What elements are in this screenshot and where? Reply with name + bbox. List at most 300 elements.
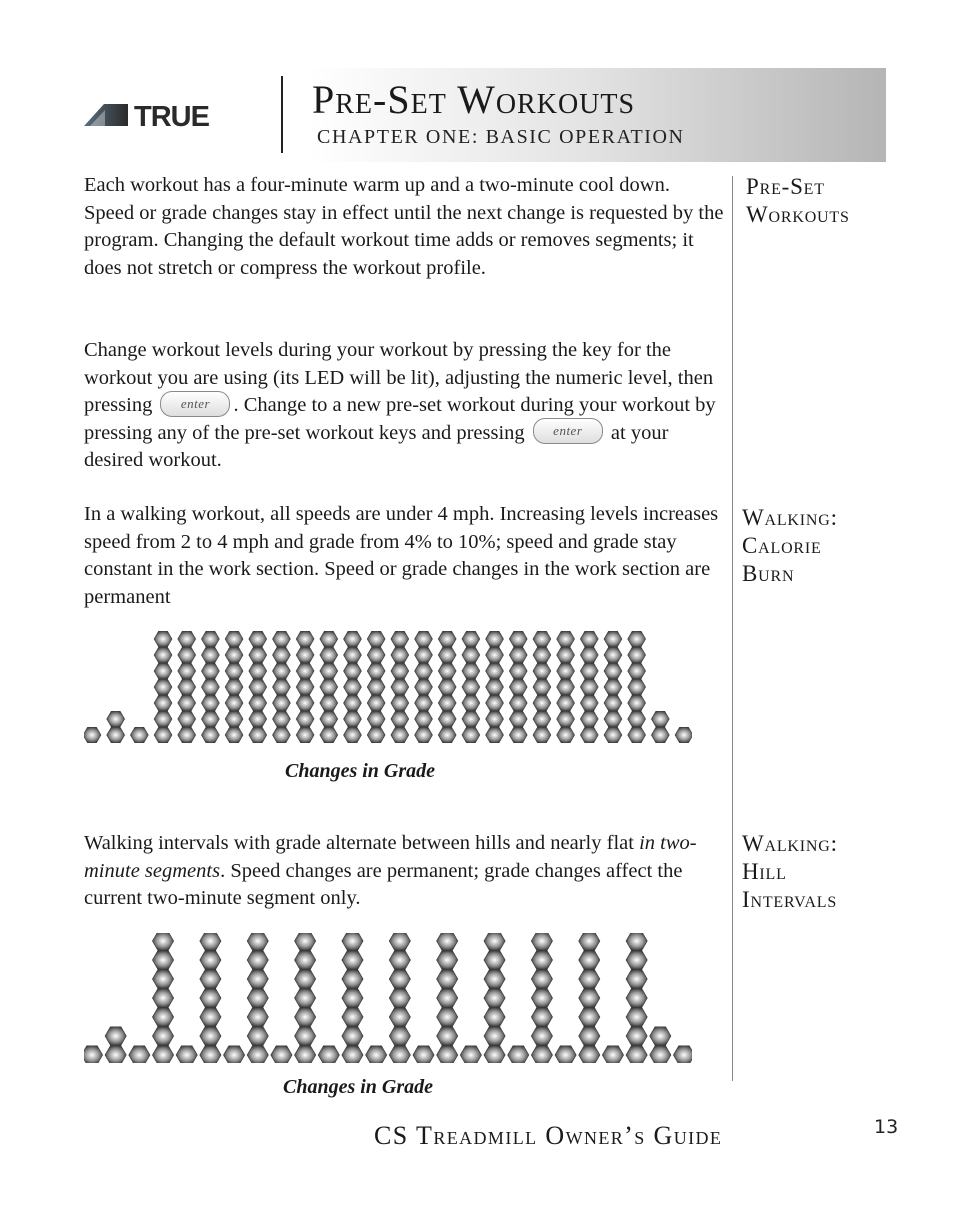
grade-dot bbox=[531, 933, 552, 950]
grade-dot bbox=[415, 711, 433, 727]
grade-dot bbox=[154, 679, 172, 695]
grade-dot bbox=[462, 679, 480, 695]
grade-dot bbox=[415, 727, 433, 743]
enter-key-icon: enter bbox=[533, 418, 603, 444]
grade-column-15 bbox=[415, 631, 433, 743]
grade-dot bbox=[367, 647, 385, 663]
grade-dot bbox=[344, 727, 362, 743]
grade-dot bbox=[484, 970, 505, 988]
grade-dot bbox=[294, 1027, 315, 1045]
grade-column-16 bbox=[437, 933, 458, 1063]
grade-dot bbox=[508, 1046, 529, 1063]
grade-dot bbox=[604, 663, 622, 679]
chapter-subtitle: CHAPTER ONE: BASIC OPERATION bbox=[317, 126, 685, 148]
chart-caption-hill-intervals: Changes in Grade bbox=[283, 1076, 434, 1098]
grade-dot bbox=[462, 695, 480, 711]
grade-column-23 bbox=[602, 1046, 623, 1063]
sidebar-heading-line: Burn bbox=[742, 561, 795, 586]
grade-column-7 bbox=[225, 631, 243, 743]
grade-column-10 bbox=[294, 933, 315, 1063]
paragraph-text: Change workout levels during your workout by pressing the key for the workout you are using (its LED will be lit), adjusting the numeric level, then pressing bbox=[84, 339, 714, 416]
grade-dot bbox=[201, 711, 219, 727]
grade-dot bbox=[200, 1008, 221, 1026]
grade-dot bbox=[438, 663, 456, 679]
grade-dot bbox=[580, 711, 598, 727]
grade-column-1 bbox=[84, 1046, 103, 1063]
grade-dot bbox=[579, 1046, 600, 1063]
grade-dot bbox=[342, 989, 363, 1007]
grade-dot bbox=[462, 727, 480, 743]
grade-dot bbox=[531, 1008, 552, 1026]
grade-dot bbox=[580, 647, 598, 663]
grade-column-20 bbox=[531, 933, 552, 1063]
grade-column-8 bbox=[249, 631, 267, 743]
grade-dot bbox=[247, 970, 268, 988]
grade-dot bbox=[486, 663, 504, 679]
grade-dot bbox=[438, 695, 456, 711]
grade-dot bbox=[437, 1046, 458, 1063]
grade-dot bbox=[105, 1046, 126, 1063]
grade-column-2 bbox=[105, 1027, 126, 1063]
grade-dot bbox=[344, 631, 362, 647]
grade-dot bbox=[344, 647, 362, 663]
grade-column-25 bbox=[651, 711, 669, 743]
grade-column-5 bbox=[178, 631, 196, 743]
grade-dot bbox=[367, 679, 385, 695]
grade-column-4 bbox=[154, 631, 172, 743]
grade-dot bbox=[249, 647, 267, 663]
grade-dot bbox=[486, 695, 504, 711]
grade-dot bbox=[628, 679, 646, 695]
grade-dot bbox=[675, 727, 692, 743]
grade-dot bbox=[200, 951, 221, 969]
grade-column-11 bbox=[318, 1046, 339, 1063]
grade-dot bbox=[462, 711, 480, 727]
grade-dot bbox=[178, 631, 196, 647]
grade-column-6 bbox=[201, 631, 219, 743]
grade-dot bbox=[342, 1027, 363, 1045]
grade-column-21 bbox=[557, 631, 575, 743]
grade-dot bbox=[225, 727, 243, 743]
grade-dot bbox=[415, 631, 433, 647]
grade-dot bbox=[437, 1008, 458, 1026]
grade-column-18 bbox=[486, 631, 504, 743]
grade-dot bbox=[272, 695, 290, 711]
grade-dot bbox=[152, 951, 173, 969]
grade-dot bbox=[650, 1046, 671, 1063]
grade-dot bbox=[154, 711, 172, 727]
grade-dot bbox=[154, 727, 172, 743]
grade-column-3 bbox=[129, 1046, 150, 1063]
grade-dot bbox=[604, 695, 622, 711]
grade-dot bbox=[178, 727, 196, 743]
grade-dot bbox=[247, 1008, 268, 1026]
grade-dot bbox=[509, 727, 527, 743]
grade-column-22 bbox=[579, 933, 600, 1063]
grade-dot bbox=[154, 631, 172, 647]
grade-column-13 bbox=[366, 1046, 387, 1063]
grade-dot bbox=[557, 647, 575, 663]
grade-dot bbox=[415, 695, 433, 711]
grade-dot bbox=[626, 970, 647, 988]
grade-dot bbox=[486, 679, 504, 695]
paragraph-text: Walking intervals with grade alternate between hills and nearly flat bbox=[84, 832, 640, 854]
grade-dot bbox=[249, 631, 267, 647]
grade-column-7 bbox=[223, 1046, 244, 1063]
grade-dot bbox=[247, 1027, 268, 1045]
grade-dot bbox=[247, 933, 268, 950]
grade-dot bbox=[389, 1008, 410, 1026]
grade-dot bbox=[320, 711, 338, 727]
grade-column-26 bbox=[673, 1046, 692, 1063]
paragraph-text: Each workout has a four-minute warm up and a two-minute cool down. Speed or grade changes stay in effect until the next change is requested by the program. Changing the default workout time adds or removes segments; it does not stretch or compress the workout profile. bbox=[84, 174, 724, 279]
grade-dot bbox=[296, 647, 314, 663]
grade-dot bbox=[178, 695, 196, 711]
sidebar-heading-line: Workouts bbox=[746, 202, 850, 227]
grade-dot bbox=[272, 663, 290, 679]
paragraph-text: at your desired workout. bbox=[84, 421, 669, 471]
sidebar-heading-line: Pre-Set bbox=[746, 174, 825, 199]
sidebar-heading-line: Hill bbox=[742, 859, 787, 884]
grade-dot bbox=[320, 647, 338, 663]
grade-dot bbox=[225, 663, 243, 679]
grade-dot bbox=[509, 647, 527, 663]
grade-dot bbox=[579, 933, 600, 950]
grade-dot bbox=[247, 951, 268, 969]
grade-dot bbox=[342, 1046, 363, 1063]
grade-dot bbox=[201, 727, 219, 743]
grade-dot bbox=[294, 989, 315, 1007]
hill-intervals-paragraph bbox=[84, 830, 724, 913]
grade-dot bbox=[437, 970, 458, 988]
sidebar-divider bbox=[732, 176, 733, 1081]
grade-dot bbox=[294, 933, 315, 950]
grade-dot bbox=[389, 989, 410, 1007]
grade-dot bbox=[225, 679, 243, 695]
grade-dot bbox=[201, 663, 219, 679]
grade-dot bbox=[200, 1027, 221, 1045]
grade-dot bbox=[484, 1008, 505, 1026]
grade-dot bbox=[531, 989, 552, 1007]
grade-dot bbox=[296, 663, 314, 679]
grade-dot bbox=[152, 1008, 173, 1026]
grade-dot bbox=[509, 663, 527, 679]
grade-dot bbox=[223, 1046, 244, 1063]
sidebar-heading-calorie-burn bbox=[742, 504, 838, 588]
grade-dot bbox=[107, 727, 125, 743]
grade-dot bbox=[628, 711, 646, 727]
grade-dot bbox=[176, 1046, 197, 1063]
grade-dot bbox=[391, 711, 409, 727]
grade-dot bbox=[296, 711, 314, 727]
grade-dot bbox=[509, 631, 527, 647]
grade-dot bbox=[225, 631, 243, 647]
grade-column-23 bbox=[604, 631, 622, 743]
calorie-burn-paragraph bbox=[84, 501, 724, 611]
grade-dot bbox=[484, 951, 505, 969]
grade-dot bbox=[344, 663, 362, 679]
grade-dot bbox=[579, 1027, 600, 1045]
grade-dot bbox=[626, 933, 647, 950]
grade-dot bbox=[628, 695, 646, 711]
grade-dot bbox=[320, 727, 338, 743]
grade-dot bbox=[604, 727, 622, 743]
grade-dot bbox=[344, 711, 362, 727]
true-logo bbox=[84, 100, 254, 130]
grade-dot bbox=[533, 695, 551, 711]
grade-dot bbox=[294, 970, 315, 988]
grade-dot bbox=[225, 647, 243, 663]
grade-dot bbox=[272, 679, 290, 695]
grade-dot bbox=[201, 695, 219, 711]
grade-dot bbox=[367, 711, 385, 727]
grade-dot bbox=[129, 1046, 150, 1063]
grade-dot bbox=[437, 933, 458, 950]
level-change-paragraph bbox=[84, 337, 724, 475]
grade-dot bbox=[200, 1046, 221, 1063]
grade-dot bbox=[389, 933, 410, 950]
grade-column-11 bbox=[320, 631, 338, 743]
grade-dot bbox=[533, 679, 551, 695]
grade-dot bbox=[651, 711, 669, 727]
grade-dot bbox=[415, 679, 433, 695]
grade-dot bbox=[320, 679, 338, 695]
grade-dot bbox=[389, 1046, 410, 1063]
grade-column-20 bbox=[533, 631, 551, 743]
grade-dot bbox=[579, 1008, 600, 1026]
grade-dot bbox=[200, 933, 221, 950]
grade-dot bbox=[438, 631, 456, 647]
page-number: 13 bbox=[874, 1116, 899, 1138]
grade-dot bbox=[509, 711, 527, 727]
grade-dot bbox=[391, 679, 409, 695]
grade-dot bbox=[152, 970, 173, 988]
grade-dot bbox=[247, 1046, 268, 1063]
grade-dot bbox=[555, 1046, 576, 1063]
grade-dot bbox=[438, 679, 456, 695]
grade-dot bbox=[650, 1027, 671, 1045]
grade-dot bbox=[318, 1046, 339, 1063]
grade-dot bbox=[509, 679, 527, 695]
paragraph-text: . Change to a new pre-set workout during your workout by pressing any of the pre-set workout keys and pressing bbox=[84, 394, 716, 444]
chart-caption-calorie-burn: Changes in Grade bbox=[285, 760, 436, 782]
grade-dot bbox=[296, 727, 314, 743]
grade-dot bbox=[626, 989, 647, 1007]
sidebar-heading-line: Calorie bbox=[742, 533, 822, 558]
header-divider bbox=[281, 76, 283, 153]
grade-dot bbox=[531, 1046, 552, 1063]
grade-dot bbox=[249, 711, 267, 727]
grade-column-22 bbox=[580, 631, 598, 743]
grade-dot bbox=[462, 663, 480, 679]
grade-dot bbox=[154, 647, 172, 663]
grade-column-5 bbox=[176, 1046, 197, 1063]
grade-dot bbox=[105, 1027, 126, 1045]
grade-dot bbox=[391, 727, 409, 743]
grade-dot bbox=[580, 695, 598, 711]
grade-column-12 bbox=[342, 933, 363, 1063]
grade-dot bbox=[651, 727, 669, 743]
grade-dot bbox=[626, 1027, 647, 1045]
sidebar-heading-line: Intervals bbox=[742, 887, 838, 912]
grade-dot bbox=[296, 679, 314, 695]
grade-dot bbox=[366, 1046, 387, 1063]
grade-dot bbox=[462, 647, 480, 663]
grade-dot bbox=[320, 695, 338, 711]
grade-dot bbox=[272, 631, 290, 647]
grade-dot bbox=[391, 663, 409, 679]
grade-dot bbox=[579, 951, 600, 969]
grade-dot bbox=[628, 647, 646, 663]
grade-dot bbox=[296, 695, 314, 711]
grade-column-24 bbox=[626, 933, 647, 1063]
paragraph-text: . Speed changes are permanent; grade changes affect the current two-minute segment only. bbox=[84, 859, 683, 909]
grade-column-15 bbox=[413, 1046, 434, 1063]
grade-dot bbox=[342, 933, 363, 950]
grade-dot bbox=[531, 970, 552, 988]
grade-dot bbox=[391, 647, 409, 663]
grade-dot bbox=[604, 647, 622, 663]
grade-column-17 bbox=[462, 631, 480, 743]
grade-dot bbox=[580, 631, 598, 647]
grade-dot bbox=[673, 1046, 692, 1063]
grade-dot bbox=[249, 679, 267, 695]
grade-dot bbox=[272, 727, 290, 743]
grade-dot bbox=[462, 631, 480, 647]
grade-column-17 bbox=[460, 1046, 481, 1063]
intro-paragraph bbox=[84, 172, 724, 282]
paragraph-text: In a walking workout, all speeds are under 4 mph. Increasing levels increases speed from 2 to 4 mph and grade from 4% to 10%; speed and grade stay constant in the work section. Speed or grade changes in the work section are permanent bbox=[84, 503, 719, 608]
grade-dot bbox=[438, 647, 456, 663]
grade-column-6 bbox=[200, 933, 221, 1063]
grade-dot bbox=[200, 970, 221, 988]
grade-dot bbox=[626, 1046, 647, 1063]
grade-dot bbox=[438, 711, 456, 727]
grade-dot bbox=[152, 1046, 173, 1063]
grade-column-19 bbox=[508, 1046, 529, 1063]
grade-dot bbox=[437, 951, 458, 969]
grade-dot bbox=[152, 1027, 173, 1045]
grade-dot bbox=[249, 727, 267, 743]
grade-dot bbox=[580, 663, 598, 679]
grade-dot bbox=[484, 1027, 505, 1045]
grade-dot bbox=[628, 663, 646, 679]
sidebar-heading-hill-intervals bbox=[742, 830, 838, 914]
grade-column-10 bbox=[296, 631, 314, 743]
grade-dot bbox=[200, 989, 221, 1007]
grade-dot bbox=[628, 631, 646, 647]
grade-column-9 bbox=[271, 1046, 292, 1063]
grade-dot bbox=[486, 727, 504, 743]
grade-dot bbox=[531, 951, 552, 969]
grade-dot bbox=[272, 711, 290, 727]
grade-dot bbox=[107, 711, 125, 727]
grade-dot bbox=[580, 679, 598, 695]
grade-column-26 bbox=[675, 727, 692, 743]
grade-column-1 bbox=[84, 727, 101, 743]
grade-column-8 bbox=[247, 933, 268, 1063]
page-title: Pre-Set Workouts bbox=[312, 77, 636, 122]
grade-dot bbox=[628, 727, 646, 743]
emphasis-text: in two-minute segments bbox=[84, 832, 697, 882]
grade-dot bbox=[225, 695, 243, 711]
grade-dot bbox=[486, 711, 504, 727]
grade-dot bbox=[557, 711, 575, 727]
grade-dot bbox=[460, 1046, 481, 1063]
grade-dot bbox=[557, 679, 575, 695]
grade-dot bbox=[437, 1027, 458, 1045]
grade-dot bbox=[602, 1046, 623, 1063]
grade-dot bbox=[294, 951, 315, 969]
hill-intervals-grade-chart bbox=[84, 933, 692, 1063]
grade-dot bbox=[626, 1008, 647, 1026]
grade-dot bbox=[201, 647, 219, 663]
grade-dot bbox=[531, 1027, 552, 1045]
footer-guide-title: CS Treadmill Owner’s Guide bbox=[374, 1121, 723, 1150]
grade-dot bbox=[415, 647, 433, 663]
grade-dot bbox=[580, 727, 598, 743]
grade-dot bbox=[557, 631, 575, 647]
grade-dot bbox=[342, 951, 363, 969]
grade-column-12 bbox=[344, 631, 362, 743]
grade-dot bbox=[154, 663, 172, 679]
enter-key-icon: enter bbox=[160, 391, 230, 417]
grade-dot bbox=[486, 647, 504, 663]
grade-column-2 bbox=[107, 711, 125, 743]
grade-dot bbox=[389, 970, 410, 988]
grade-dot bbox=[557, 695, 575, 711]
logo-mark bbox=[84, 104, 128, 126]
grade-dot bbox=[294, 1008, 315, 1026]
sidebar-heading-preset-workouts bbox=[746, 173, 850, 229]
grade-dot bbox=[484, 933, 505, 950]
grade-column-3 bbox=[130, 727, 148, 743]
grade-dot bbox=[344, 695, 362, 711]
grade-dot bbox=[130, 727, 148, 743]
grade-dot bbox=[367, 727, 385, 743]
grade-dot bbox=[201, 679, 219, 695]
grade-dot bbox=[320, 663, 338, 679]
grade-dot bbox=[484, 1046, 505, 1063]
grade-column-13 bbox=[367, 631, 385, 743]
grade-dot bbox=[604, 679, 622, 695]
grade-dot bbox=[391, 695, 409, 711]
grade-dot bbox=[249, 663, 267, 679]
grade-dot bbox=[389, 951, 410, 969]
grade-dot bbox=[84, 727, 101, 743]
grade-dot bbox=[201, 631, 219, 647]
calorie-burn-grade-chart bbox=[84, 631, 692, 743]
grade-dot bbox=[294, 1046, 315, 1063]
grade-dot bbox=[437, 989, 458, 1007]
grade-column-24 bbox=[628, 631, 646, 743]
grade-dot bbox=[557, 663, 575, 679]
logo-wordmark: TRUE bbox=[134, 101, 209, 130]
grade-column-21 bbox=[555, 1046, 576, 1063]
grade-dot bbox=[367, 663, 385, 679]
grade-dot bbox=[178, 711, 196, 727]
grade-dot bbox=[389, 1027, 410, 1045]
grade-dot bbox=[344, 679, 362, 695]
grade-dot bbox=[84, 1046, 103, 1063]
grade-dot bbox=[152, 933, 173, 950]
grade-dot bbox=[247, 989, 268, 1007]
grade-dot bbox=[413, 1046, 434, 1063]
grade-dot bbox=[249, 695, 267, 711]
grade-dot bbox=[391, 631, 409, 647]
grade-column-9 bbox=[272, 631, 290, 743]
grade-dot bbox=[557, 727, 575, 743]
